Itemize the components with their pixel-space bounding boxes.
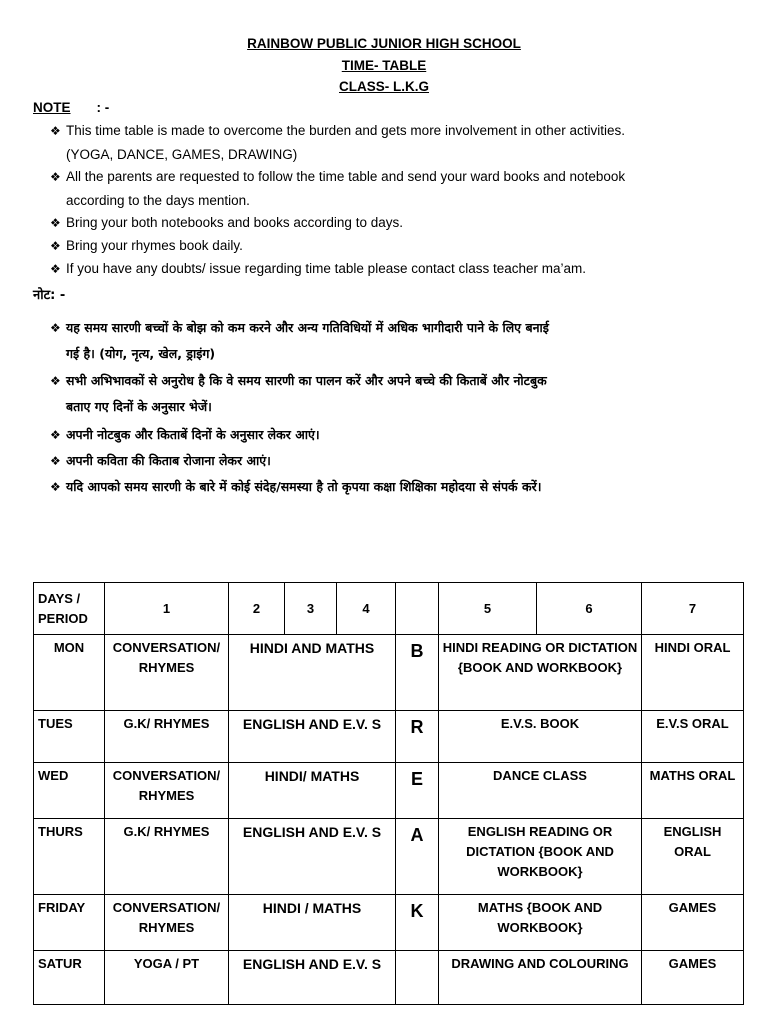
note-label-en — [33, 100, 109, 115]
period-1-header: 1 — [105, 583, 229, 635]
days-period-header: DAYS / PERIOD — [34, 583, 105, 635]
table-header-row — [34, 583, 744, 635]
period-1-cell: CONVERSATION/ RHYMES — [105, 763, 229, 819]
note-text: If you have any doubts/ issue regarding time table please contact class teacher ma’am. — [66, 261, 587, 276]
bullet-icon: ❖ — [50, 321, 61, 335]
note-hi-item-3 — [50, 422, 730, 448]
table-row — [34, 711, 744, 763]
period-4-header: 4 — [337, 583, 396, 635]
period-1-cell: YOGA / PT — [105, 951, 229, 1005]
period-2-4-cell: ENGLISH AND E.V. S — [229, 819, 396, 895]
note-label-hi: नोट: - — [33, 288, 66, 303]
period-3-header: 3 — [285, 583, 337, 635]
bullet-icon: ❖ — [50, 428, 61, 442]
note-en-item-4 — [50, 234, 730, 258]
note-hi-item-2 — [50, 368, 730, 419]
note-text: This time table is made to overcome the burden and gets more involvement in other activities. — [66, 123, 626, 138]
period-5-6-cell: HINDI READING OR DICTATION {BOOK AND WORKBOOK} — [439, 635, 642, 711]
break-cell — [396, 951, 439, 1005]
period-5-6-cell: E.V.S. BOOK — [439, 711, 642, 763]
note-en-item-5 — [50, 257, 730, 281]
bullet-icon: ❖ — [50, 239, 61, 253]
period-5-6-cell: ENGLISH READING OR DICTATION {BOOK AND WORKBOOK} — [439, 819, 642, 895]
period-7-cell: GAMES — [642, 951, 744, 1005]
note-en-item-1 — [50, 119, 730, 166]
period-5-6-cell: MATHS {BOOK AND WORKBOOK} — [439, 895, 642, 951]
period-2-4-cell: ENGLISH AND E.V. S — [229, 711, 396, 763]
period-2-4-cell: HINDI / MATHS — [229, 895, 396, 951]
note-text: गई है। (योग, नृत्य, खेल, ड्राइंग) — [66, 346, 216, 361]
note-text: All the parents are requested to follow the time table and send your ward books and notebook — [66, 169, 626, 184]
note-text: according to the days mention. — [66, 193, 250, 208]
note-text: यदि आपको समय सारणी के बारे में कोई संदेह/समस्या है तो कृपया कक्षा शिक्षिका महोदया से संपर्क करें। — [66, 479, 542, 494]
bullet-icon: ❖ — [50, 216, 61, 230]
day-cell: THURS — [34, 819, 105, 895]
period-2-header: 2 — [229, 583, 285, 635]
period-5-6-cell: DRAWING AND COLOURING — [439, 951, 642, 1005]
table-row — [34, 763, 744, 819]
period-1-cell: CONVERSATION/ RHYMES — [105, 635, 229, 711]
break-cell: R — [396, 711, 439, 763]
period-1-cell: CONVERSATION/ RHYMES — [105, 895, 229, 951]
note-text: अपनी कविता की किताब रोजाना लेकर आएं। — [66, 453, 271, 468]
break-cell: E — [396, 763, 439, 819]
table-row — [34, 819, 744, 895]
note-text: Bring your both notebooks and books according to days. — [66, 215, 403, 230]
day-cell: WED — [34, 763, 105, 819]
note-text: अपनी नोटबुक और किताबें दिनों के अनुसार लेकर आएं। — [66, 427, 320, 442]
note-text: सभी अभिभावकों से अनुरोध है कि वे समय सारणी का पालन करें और अपने बच्चे की किताबें और नोटबुक — [66, 373, 547, 388]
break-cell: A — [396, 819, 439, 895]
class-label: CLASS- L.K.G — [339, 79, 429, 94]
note-en-item-3 — [50, 211, 730, 235]
note-label-sep: : - — [96, 100, 110, 115]
period-1-cell: G.K/ RHYMES — [105, 711, 229, 763]
page-title: TIME- TABLE — [341, 58, 427, 73]
note-text: (YOGA, DANCE, GAMES, DRAWING) — [66, 147, 298, 162]
period-5-header: 5 — [439, 583, 537, 635]
bullet-icon: ❖ — [50, 480, 61, 494]
bullet-icon: ❖ — [50, 374, 61, 388]
table-row — [34, 895, 744, 951]
day-cell: SATUR — [34, 951, 105, 1005]
period-2-4-cell: ENGLISH AND E.V. S — [229, 951, 396, 1005]
note-text: Bring your rhymes book daily. — [66, 238, 243, 253]
note-hi-item-1 — [50, 315, 730, 366]
note-text: यह समय सारणी बच्चों के बोझ को कम करने और अन्य गतिविधियों में अधिक भागीदारी पाने के लिए बनाई — [66, 320, 549, 335]
period-2-4-cell: HINDI AND MATHS — [229, 635, 396, 711]
day-cell: FRIDAY — [34, 895, 105, 951]
note-hi-item-4 — [50, 448, 730, 474]
period-7-header: 7 — [642, 583, 744, 635]
bullet-icon: ❖ — [50, 170, 61, 184]
bullet-icon: ❖ — [50, 262, 61, 276]
note-en-item-2 — [50, 165, 730, 212]
note-text: बताए गए दिनों के अनुसार भेजें। — [66, 399, 212, 414]
day-cell: TUES — [34, 711, 105, 763]
break-cell: K — [396, 895, 439, 951]
period-5-6-cell: DANCE CLASS — [439, 763, 642, 819]
note-hi-item-5 — [50, 474, 730, 500]
timetable — [33, 582, 744, 1005]
break-header — [396, 583, 439, 635]
period-7-cell: HINDI ORAL — [642, 635, 744, 711]
period-1-cell: G.K/ RHYMES — [105, 819, 229, 895]
period-7-cell: ENGLISH ORAL — [642, 819, 744, 895]
day-cell: MON — [34, 635, 105, 711]
period-6-header: 6 — [537, 583, 642, 635]
period-7-cell: MATHS ORAL — [642, 763, 744, 819]
bullet-icon: ❖ — [50, 124, 61, 138]
bullet-icon: ❖ — [50, 454, 61, 468]
period-7-cell: E.V.S ORAL — [642, 711, 744, 763]
period-2-4-cell: HINDI/ MATHS — [229, 763, 396, 819]
break-cell: B — [396, 635, 439, 711]
period-7-cell: GAMES — [642, 895, 744, 951]
table-row — [34, 635, 744, 711]
note-label-text: NOTE — [33, 100, 71, 115]
table-row — [34, 951, 744, 1005]
school-name: RAINBOW PUBLIC JUNIOR HIGH SCHOOL — [247, 36, 521, 51]
